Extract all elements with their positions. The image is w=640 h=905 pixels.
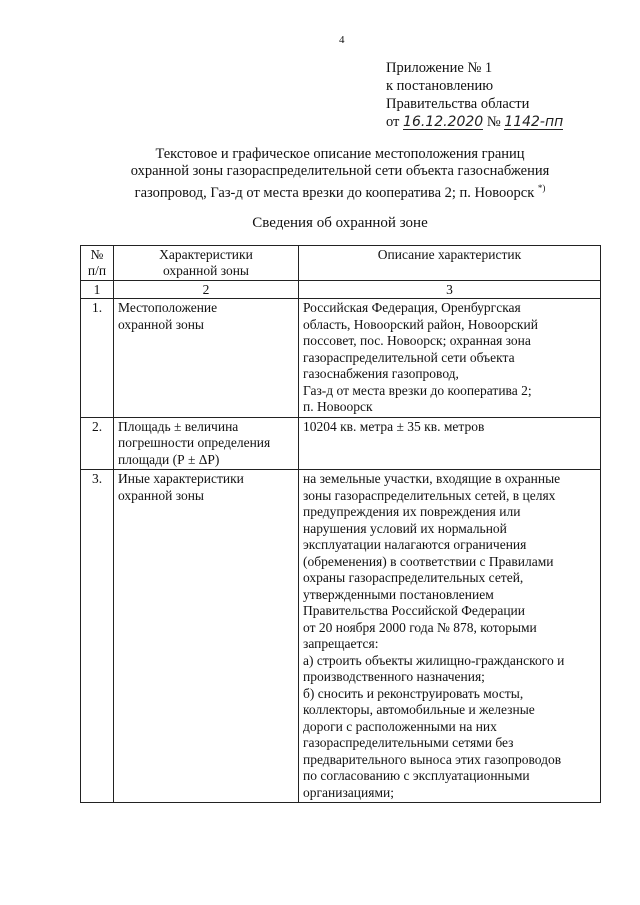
cell-line: организациями;: [303, 784, 394, 800]
index-cell: 3: [299, 281, 601, 299]
appendix-block: [386, 59, 563, 131]
header-characteristic-line-1: Характеристики: [159, 247, 253, 262]
row-description: [299, 299, 601, 418]
row-num: 2.: [81, 417, 114, 470]
header-num-line-2: п/п: [87, 263, 107, 278]
protection-zone-table: [80, 245, 601, 803]
cell-line: Площадь ± величина: [118, 418, 239, 434]
cell-line: коллекторы, автомобильные и железные: [303, 702, 535, 717]
appendix-number: 1142-пп: [504, 114, 564, 130]
cell-line: охранной зоны: [118, 316, 205, 332]
row-characteristic: [114, 299, 299, 418]
appendix-date: 16.12.2020: [403, 114, 484, 130]
appendix-line-1: Приложение № 1: [386, 60, 493, 76]
header-num-line-1: №: [90, 247, 104, 262]
cell-line: нарушения условий их нормальной: [303, 520, 507, 536]
cell-line: Местоположение: [118, 300, 218, 315]
cell-line: предупреждения их повреждения или: [303, 504, 521, 519]
cell-line: поссовет, пос. Новоорск; охранная зона: [303, 333, 531, 348]
row-num: 3.: [81, 470, 114, 803]
row-description: [299, 417, 601, 470]
cell-line: Российская Федерация, Оренбургская: [303, 300, 521, 315]
table-header-row: [81, 246, 601, 281]
title-line-3-text: газопровод, Газ-д от места врезки до кооператива 2; п. Новоорск: [134, 184, 535, 201]
cell-line: Иные характеристики: [118, 471, 244, 486]
cell-line: 10204 кв. метра ± 35 кв. метров: [303, 418, 485, 434]
row-description: [299, 470, 601, 803]
cell-line: б) сносить и реконструировать мосты,: [303, 685, 524, 701]
document-title: [70, 146, 610, 202]
cell-line: Газ-д от места врезки до кооператива 2;: [303, 382, 532, 398]
cell-line: область, Новоорский район, Новоорский: [303, 316, 538, 332]
cell-line: погрешности определения: [118, 435, 271, 450]
section-subtitle: Сведения об охранной зоне: [252, 215, 428, 231]
cell-line: предварительного выноса этих газопроводов: [303, 751, 562, 767]
cell-line: Правительства Российской Федерации: [303, 603, 525, 618]
title-line-1: Текстовое и графическое описание местоположения границ: [155, 146, 525, 162]
index-cell: 2: [114, 281, 299, 299]
cell-line: п. Новоорск: [303, 399, 373, 414]
cell-line: эксплуатации налагаются ограничения: [303, 537, 527, 552]
row-num: 1.: [81, 299, 114, 418]
row-characteristic: [114, 417, 299, 470]
cell-line: утвержденными постановлением: [303, 586, 494, 602]
header-num: [81, 246, 114, 281]
cell-line: дороги с расположенными на них: [303, 718, 497, 734]
header-characteristic: [114, 246, 299, 281]
cell-line: зоны газораспределительных сетей, в целях: [303, 487, 556, 503]
cell-line: запрещается:: [303, 636, 379, 651]
cell-line: охранной зоны: [118, 487, 205, 503]
appendix-line-2: к постановлению: [386, 78, 494, 94]
appendix-date-line: [386, 113, 563, 131]
cell-line: а) строить объекты жилищно-гражданского и: [303, 652, 565, 668]
header-description: Описание характеристик: [299, 246, 601, 281]
cell-line: газораспределительной сети объекта: [303, 349, 515, 365]
title-line-3: [70, 180, 610, 202]
cell-line: на земельные участки, входящие в охранные: [303, 471, 561, 486]
row-characteristic: [114, 470, 299, 803]
table-row: [81, 417, 601, 470]
page-number: 4: [339, 34, 345, 46]
table-row: [81, 470, 601, 803]
cell-line: охраны газораспределительных сетей,: [303, 570, 524, 585]
cell-line: производственного назначения;: [303, 669, 485, 684]
title-line-2: охранной зоны газораспределительной сети объекта газоснабжения: [130, 163, 550, 179]
appendix-ot-label: от: [386, 114, 400, 130]
cell-line: по согласованию с эксплуатационными: [303, 768, 530, 783]
table-index-row: [81, 281, 601, 299]
appendix-line-3: Правительства области: [386, 96, 530, 112]
table-row: [81, 299, 601, 418]
header-characteristic-line-2: охранной зоны: [162, 263, 249, 278]
title-footnote-mark: *): [537, 183, 546, 193]
cell-line: от 20 ноября 2000 года № 878, которыми: [303, 619, 537, 635]
cell-line: площади (Р ± ΔР): [118, 451, 220, 467]
cell-line: (обременения) в соответствии с Правилами: [303, 553, 554, 569]
appendix-num-sign: №: [486, 114, 501, 130]
cell-line: газораспределительными сетями без: [303, 735, 514, 750]
index-cell: 1: [81, 281, 114, 299]
cell-line: газоснабжения газопровод,: [303, 366, 459, 381]
